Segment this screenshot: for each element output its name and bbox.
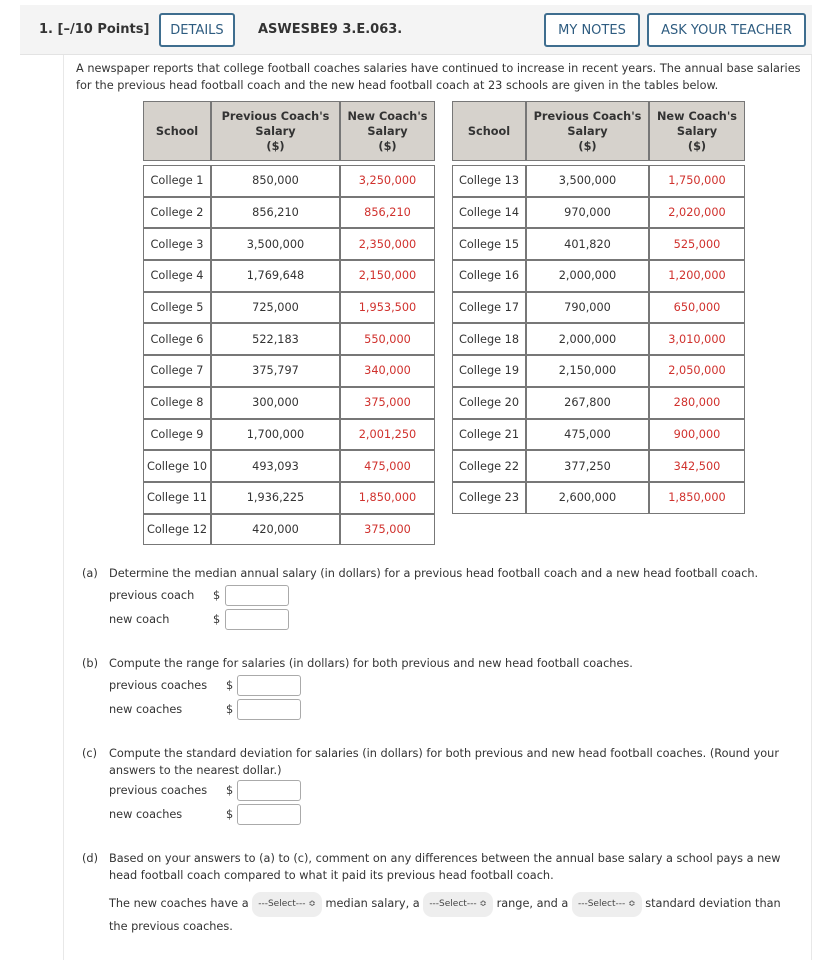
part-text: Compute the range for salaries (in dollars) for both previous and new head football coaches. xyxy=(109,657,633,670)
header-line: Salary xyxy=(676,124,718,138)
header-line: New Coach's xyxy=(347,109,428,123)
school-cell: College 22 xyxy=(452,450,526,482)
table-row xyxy=(452,260,745,292)
answer-input-b2[interactable] xyxy=(237,699,301,720)
previous-salary-cell: 475,000 xyxy=(526,419,649,451)
new-salary-cell: 2,020,000 xyxy=(649,197,745,229)
answer-label: new coaches xyxy=(109,808,183,821)
school-cell: College 7 xyxy=(143,355,211,387)
header-new-salary xyxy=(649,101,745,161)
previous-salary-cell: 377,250 xyxy=(526,450,649,482)
school-cell: College 12 xyxy=(143,514,211,546)
table-row xyxy=(143,292,435,324)
school-cell: College 10 xyxy=(143,450,211,482)
school-cell: College 23 xyxy=(452,482,526,514)
dollar-sign: $ xyxy=(226,784,234,797)
answer-input-c1[interactable] xyxy=(237,780,301,801)
part-letter: (d) xyxy=(82,852,98,865)
part-letter: (a) xyxy=(82,567,98,580)
header-line: Previous Coach's xyxy=(221,109,330,123)
conclusion-sentence xyxy=(109,892,799,936)
question-header xyxy=(20,5,812,55)
header-previous-salary xyxy=(211,101,340,161)
previous-salary-cell: 856,210 xyxy=(211,197,340,229)
new-salary-cell: 1,850,000 xyxy=(649,482,745,514)
new-salary-cell: 1,200,000 xyxy=(649,260,745,292)
school-cell: College 17 xyxy=(452,292,526,324)
header-school: School xyxy=(143,101,211,161)
new-salary-cell: 1,953,500 xyxy=(340,292,435,324)
new-salary-cell: 340,000 xyxy=(340,355,435,387)
previous-salary-cell: 267,800 xyxy=(526,387,649,419)
school-cell: College 14 xyxy=(452,197,526,229)
table-row xyxy=(452,197,745,229)
part-letter: (b) xyxy=(82,657,98,670)
header-new-salary xyxy=(340,101,435,161)
answer-input-b1[interactable] xyxy=(237,675,301,696)
answer-label: new coach xyxy=(109,613,170,626)
header-previous-salary xyxy=(526,101,649,161)
dollar-sign: $ xyxy=(213,613,221,626)
table-row xyxy=(143,260,435,292)
ask-teacher-button[interactable]: ASK YOUR TEACHER xyxy=(647,13,806,47)
table-row xyxy=(452,450,745,482)
header-line: ($) xyxy=(687,139,707,153)
table-row xyxy=(452,323,745,355)
new-salary-cell: 2,150,000 xyxy=(340,260,435,292)
table-row xyxy=(452,292,745,324)
part-letter: (c) xyxy=(82,747,98,760)
answer-input-a2[interactable] xyxy=(225,609,289,630)
previous-salary-cell: 493,093 xyxy=(211,450,340,482)
school-cell: College 11 xyxy=(143,482,211,514)
new-salary-cell: 342,500 xyxy=(649,450,745,482)
previous-salary-cell: 850,000 xyxy=(211,165,340,197)
header-line: Salary xyxy=(567,124,608,138)
table-row xyxy=(143,228,435,260)
new-salary-cell: 2,050,000 xyxy=(649,355,745,387)
table-header-row xyxy=(143,101,435,161)
header-line: Previous Coach's xyxy=(533,109,642,123)
table-row xyxy=(143,450,435,482)
header-line: Salary xyxy=(255,124,296,138)
part-b xyxy=(82,655,802,672)
header-line: Salary xyxy=(367,124,408,138)
answer-label: new coaches xyxy=(109,703,183,716)
previous-salary-cell: 1,700,000 xyxy=(211,419,340,451)
table-row xyxy=(452,387,745,419)
new-salary-cell: 3,250,000 xyxy=(340,165,435,197)
select-dropdown-3[interactable]: ---Select--- ≎ xyxy=(572,892,642,917)
part-a xyxy=(82,565,802,582)
table-row xyxy=(143,419,435,451)
dollar-sign: $ xyxy=(213,589,221,602)
new-salary-cell: 2,001,250 xyxy=(340,419,435,451)
new-salary-cell: 900,000 xyxy=(649,419,745,451)
previous-salary-cell: 3,500,000 xyxy=(211,228,340,260)
table-row xyxy=(143,197,435,229)
sentence-text: median salary, a xyxy=(325,897,420,910)
select-dropdown-1[interactable]: ---Select--- ≎ xyxy=(252,892,322,917)
new-salary-cell: 375,000 xyxy=(340,387,435,419)
school-cell: College 6 xyxy=(143,323,211,355)
part-c xyxy=(82,745,802,779)
school-cell: College 8 xyxy=(143,387,211,419)
new-salary-cell: 475,000 xyxy=(340,450,435,482)
table-row xyxy=(143,323,435,355)
previous-salary-cell: 725,000 xyxy=(211,292,340,324)
part-text: Compute the standard deviation for salaries (in dollars) for both previous and new head football coaches. (Round your answers to the nearest dollar.) xyxy=(109,747,779,777)
new-salary-cell: 856,210 xyxy=(340,197,435,229)
answer-label: previous coaches xyxy=(109,784,208,797)
school-cell: College 16 xyxy=(452,260,526,292)
part-d xyxy=(82,850,802,884)
dollar-sign: $ xyxy=(226,808,234,821)
table-row xyxy=(143,165,435,197)
school-cell: College 5 xyxy=(143,292,211,324)
school-cell: College 9 xyxy=(143,419,211,451)
answer-input-c2[interactable] xyxy=(237,804,301,825)
new-salary-cell: 650,000 xyxy=(649,292,745,324)
header-line: New Coach's xyxy=(656,109,738,123)
question-number: 1. [–/10 Points] xyxy=(39,22,150,37)
sentence-text: The new coaches have a xyxy=(109,897,249,910)
header-line: ($) xyxy=(578,139,597,153)
header-line: ($) xyxy=(266,139,285,153)
school-cell: College 18 xyxy=(452,323,526,355)
details-button[interactable]: DETAILS xyxy=(159,13,235,47)
school-cell: College 13 xyxy=(452,165,526,197)
sentence-text: standard deviation than the previous coaches. xyxy=(109,897,781,933)
previous-salary-cell: 401,820 xyxy=(526,228,649,260)
dollar-sign: $ xyxy=(226,679,234,692)
table-header-row xyxy=(452,101,745,161)
school-cell: College 3 xyxy=(143,228,211,260)
previous-salary-cell: 970,000 xyxy=(526,197,649,229)
previous-salary-cell: 3,500,000 xyxy=(526,165,649,197)
new-salary-cell: 3,010,000 xyxy=(649,323,745,355)
table-row xyxy=(452,482,745,514)
answer-input-a1[interactable] xyxy=(225,585,289,606)
previous-salary-cell: 522,183 xyxy=(211,323,340,355)
question-code: ASWESBE9 3.E.063. xyxy=(258,22,403,37)
new-salary-cell: 525,000 xyxy=(649,228,745,260)
new-salary-cell: 550,000 xyxy=(340,323,435,355)
previous-salary-cell: 2,000,000 xyxy=(526,323,649,355)
table-row xyxy=(143,387,435,419)
intro-text: A newspaper reports that college football coaches salaries have continued to increase in recent years. The annual base salaries for the previous head football coach and the new head football coach at 23 schools are given in the tables below. xyxy=(76,62,801,92)
school-cell: College 1 xyxy=(143,165,211,197)
previous-salary-cell: 1,936,225 xyxy=(211,482,340,514)
new-salary-cell: 375,000 xyxy=(340,514,435,546)
header-line: ($) xyxy=(378,139,397,153)
new-salary-cell: 2,350,000 xyxy=(340,228,435,260)
school-cell: College 20 xyxy=(452,387,526,419)
table-row xyxy=(452,419,745,451)
previous-salary-cell: 375,797 xyxy=(211,355,340,387)
answer-label: previous coaches xyxy=(109,679,208,692)
salary-table-left xyxy=(143,101,435,545)
table-row xyxy=(452,355,745,387)
salary-table-right xyxy=(452,101,745,514)
table-row xyxy=(143,482,435,514)
sentence-text: range, and a xyxy=(496,897,569,910)
previous-salary-cell: 2,000,000 xyxy=(526,260,649,292)
part-text: Determine the median annual salary (in dollars) for a previous head football coach and a new head football coach. xyxy=(109,567,759,580)
school-cell: College 15 xyxy=(452,228,526,260)
new-salary-cell: 1,750,000 xyxy=(649,165,745,197)
previous-salary-cell: 2,600,000 xyxy=(526,482,649,514)
new-salary-cell: 1,850,000 xyxy=(340,482,435,514)
school-cell: College 21 xyxy=(452,419,526,451)
school-cell: College 19 xyxy=(452,355,526,387)
header-school: School xyxy=(452,101,526,161)
table-row xyxy=(452,165,745,197)
previous-salary-cell: 1,769,648 xyxy=(211,260,340,292)
school-cell: College 2 xyxy=(143,197,211,229)
previous-salary-cell: 790,000 xyxy=(526,292,649,324)
table-row xyxy=(143,514,435,546)
table-row xyxy=(143,355,435,387)
table-row xyxy=(452,228,745,260)
part-text: Based on your answers to (a) to (c), comment on any differences between the annual base salary a school pays a new head football coach compared to what it paid its previous head football coach. xyxy=(109,852,781,882)
select-dropdown-2[interactable]: ---Select--- ≎ xyxy=(423,892,493,917)
previous-salary-cell: 300,000 xyxy=(211,387,340,419)
previous-salary-cell: 420,000 xyxy=(211,514,340,546)
new-salary-cell: 280,000 xyxy=(649,387,745,419)
dollar-sign: $ xyxy=(226,703,234,716)
answer-label: previous coach xyxy=(109,589,195,602)
school-cell: College 4 xyxy=(143,260,211,292)
my-notes-button[interactable]: MY NOTES xyxy=(544,13,640,47)
previous-salary-cell: 2,150,000 xyxy=(526,355,649,387)
